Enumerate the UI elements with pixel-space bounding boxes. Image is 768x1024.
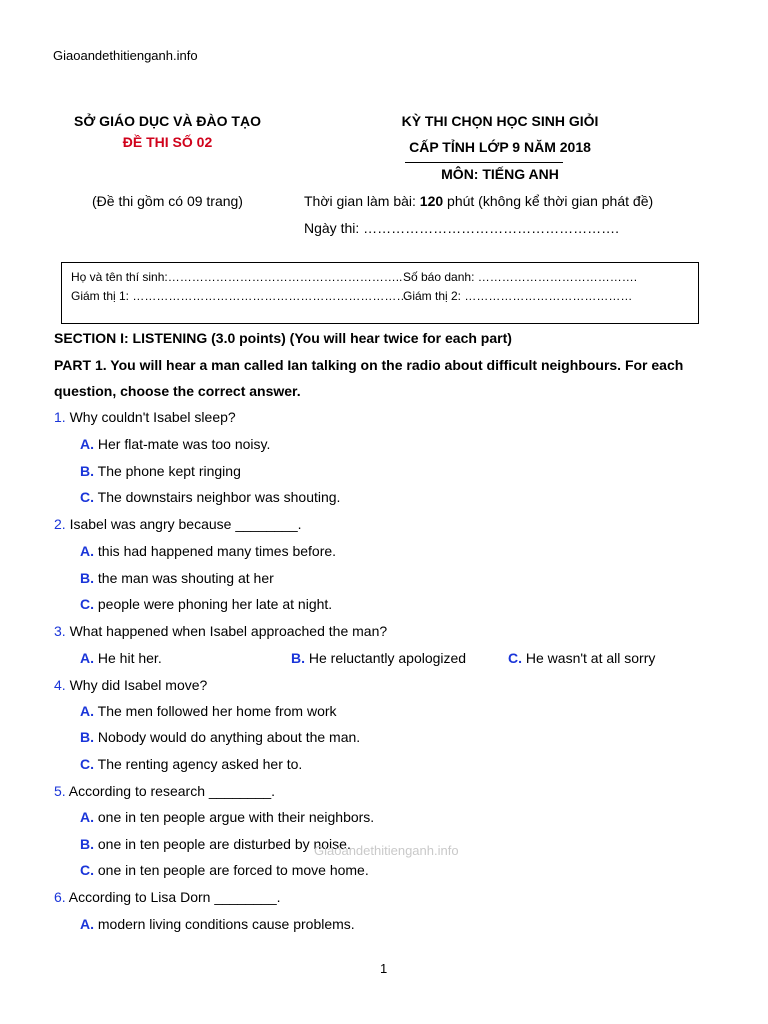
candidate-number-field: Số báo danh: …………………………………. xyxy=(403,270,638,284)
watermark: Giaoandethitienganh.info xyxy=(314,843,459,858)
header-divider xyxy=(405,162,563,163)
question-5: 5. According to research ________. xyxy=(54,783,276,799)
department-title: SỞ GIÁO DỤC VÀ ĐÀO TẠO xyxy=(74,113,261,129)
supervisor-1-field: Giám thị 1: …………………………………………………………… xyxy=(71,289,409,303)
question-3: 3. What happened when Isabel approached the man? xyxy=(54,623,388,639)
question-4-option-a: A. The men followed her home from work xyxy=(80,703,337,719)
page-number: 1 xyxy=(380,961,388,976)
question-2: 2. Isabel was angry because ________. xyxy=(54,516,302,532)
exam-date: Ngày thi: ………………………………………………. xyxy=(304,220,620,236)
question-2-option-c: C. people were phoning her late at night. xyxy=(80,596,333,612)
question-1-option-a: A. Her flat-mate was too noisy. xyxy=(80,436,271,452)
question-4: 4. Why did Isabel move? xyxy=(54,677,208,693)
question-5-option-c: C. one in ten people are forced to move home. xyxy=(80,862,369,878)
question-6: 6. According to Lisa Dorn ________. xyxy=(54,889,281,905)
part-instructions-line-2: question, choose the correct answer. xyxy=(54,383,301,399)
question-4-option-c: C. The renting agency asked her to. xyxy=(80,756,303,772)
question-2-option-b: B. the man was shouting at her xyxy=(80,570,274,586)
question-1-option-b: B. The phone kept ringing xyxy=(80,463,241,479)
question-1-option-c: C. The downstairs neighbor was shouting. xyxy=(80,489,341,505)
exam-number: ĐỀ THI SỐ 02 xyxy=(122,134,213,150)
section-heading: SECTION I: LISTENING (3.0 points) (You will hear twice for each part) xyxy=(54,330,512,346)
question-1: 1. Why couldn't Isabel sleep? xyxy=(54,409,236,425)
exam-title: KỲ THI CHỌN HỌC SINH GIỎI xyxy=(401,113,599,129)
candidate-info-box xyxy=(61,262,699,324)
supervisor-2-field: Giám thị 2: …………………………………… xyxy=(403,289,633,303)
site-name: Giaoandethitienganh.info xyxy=(53,48,198,63)
subject: MÔN: TIẾNG ANH xyxy=(441,166,559,182)
question-4-option-b: B. Nobody would do anything about the man. xyxy=(80,729,361,745)
exam-time: Thời gian làm bài: 120 phút (không kể thời gian phát đề) xyxy=(304,193,654,209)
question-3-option-c: C. He wasn't at all sorry xyxy=(508,650,656,666)
question-5-option-a: A. one in ten people argue with their neighbors. xyxy=(80,809,375,825)
candidate-name-field: Họ và tên thí sinh:………………………………………………….. xyxy=(71,270,403,284)
question-3-option-a: A. He hit her. xyxy=(80,650,162,666)
level-year: CẤP TỈNH LỚP 9 NĂM 2018 xyxy=(409,139,591,155)
pages-note: (Đề thi gồm có 09 trang) xyxy=(92,193,243,209)
question-2-option-a: A. this had happened many times before. xyxy=(80,543,337,559)
question-6-option-a: A. modern living conditions cause problems. xyxy=(80,916,355,932)
question-5-option-b: B. one in ten people are disturbed by noise. xyxy=(80,836,351,852)
question-3-option-b: B. He reluctantly apologized xyxy=(291,650,467,666)
part-instructions-line-1: PART 1. You will hear a man called Ian talking on the radio about difficult neighbours. For each xyxy=(54,357,684,373)
